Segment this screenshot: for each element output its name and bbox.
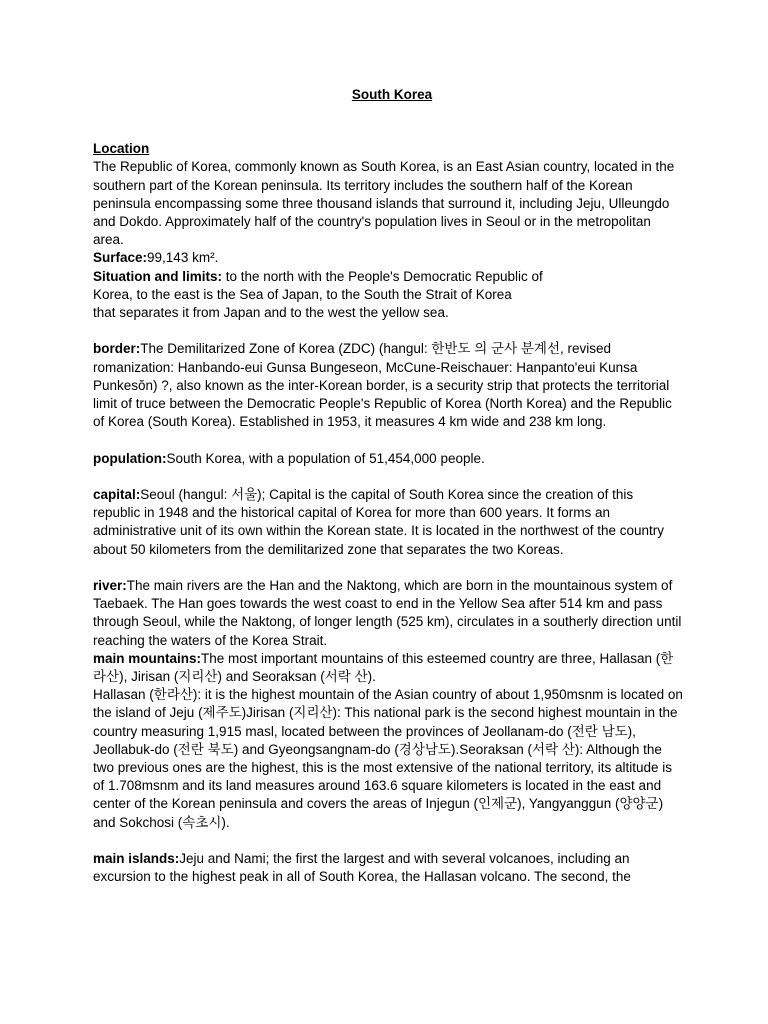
spacer — [93, 559, 683, 577]
surface-label: Surface: — [93, 250, 148, 266]
islands-label: main islands: — [93, 851, 180, 867]
spacer — [93, 468, 683, 486]
document-page — [93, 86, 683, 886]
border-paragraph — [93, 340, 683, 431]
capital-text: Seoul (hangul: 서울); Capital is the capital of South Korea since the creation of this republic in 1948 and the historical capital of Korea for more than 600 years. It forms an administrative unit of its own within the Korean state. It is located in the northwest of the country about 50 kilometers from the demilitarized zone that separates the two Koreas. — [93, 487, 665, 557]
islands-paragraph — [93, 850, 683, 886]
islands-text: Jeju and Nami; the first the largest and with several volcanoes, including an excursion to the highest peak in all of South Korea, the Hallasan volcano. The second, the — [93, 851, 631, 885]
location-heading: Location — [93, 141, 150, 157]
border-label: border: — [93, 341, 141, 357]
population-label: population: — [93, 450, 167, 466]
spacer — [93, 832, 683, 850]
mountains-text: The most important mountains of this esteemed country are three, Hallasan (한라산), Jirisan (지리산) and Seoraksan (서락 산). — [93, 650, 674, 685]
river-text: The main rivers are the Han and the Naktong, which are born in the mountainous system of Taebaek. The Han goes towards the west coast to end in the Yellow Sea after 514 km and pass through Seoul, while the Naktong, of longer length (525 km), circulates in a southerly direction until reaching the waters of the Korea Strait. — [93, 578, 682, 648]
border-text: The Demilitarized Zone of Korea (ZDC) (hangul: 한반도 의 군사 분계선, revised romanization: Hanbando-eui Gunsa Bungeseon, McCune-Reischauer: Hanpanto'eui Kunsa Punkesŏn) ?, also known as the inter-Korean border, is a security strip that protects the territorial limit of truce between the Democratic People's Republic of Korea (North Korea) and the Republic of Korea (South Korea). Established in 1953, it measures 4 km wide and 238 km long. — [93, 341, 672, 430]
situation-text: to the north with the People's Democratic Republic of Korea, to the east is the Sea of Japan, to the South the Strait of Korea that separates it from Japan and to the west the yellow sea. — [93, 268, 543, 321]
location-text: The Republic of Korea, commonly known as South Korea, is an East Asian country, located in the southern part of the Korean peninsula. Its territory includes the southern half of the Korean peninsula encompassing some three thousand islands that surround it, including Jeju, Ulleungdo and Dokdo. Approximately half of the country's population lives in Seoul or in the metropolitan area. — [93, 159, 675, 248]
mountains-label: main mountains: — [93, 650, 202, 666]
population-paragraph — [93, 450, 683, 468]
river-label: river: — [93, 578, 127, 594]
location-section — [93, 140, 683, 158]
river-paragraph — [93, 577, 683, 650]
situation-line — [93, 268, 683, 323]
spacer — [93, 431, 683, 449]
capital-label: capital: — [93, 487, 141, 503]
population-text: South Korea, with a population of 51,454,000 people. — [166, 450, 485, 466]
spacer — [93, 322, 683, 340]
situation-label: Situation and limits: — [93, 268, 223, 284]
capital-paragraph — [93, 486, 683, 559]
document-title: South Korea — [351, 87, 433, 102]
mountains-detail: Hallasan (한라산): it is the highest mountain of the Asian country of about 1,950msnm is located on the island of Jeju (제주도)Jirisan (지리산): This national park is the second highest mountain in the country measuring 1,915 masl, located between the provinces of Jeollanam-do (전란 남도), Jeollabuk-do (전란 북도) and Gyeongsangnam-do (경상남도).Seoraksan (서락 산): Although the two previous ones are the highest, this is the most extensive of the national territory, its altitude is of 1.708msnm and its land measures around 163.6 square kilometers is located in the east and center of the Korean peninsula and covers the areas of Injegun (인제군), Yangyanggun (양양군) and Sokchosi (속초시). — [93, 687, 683, 830]
mountains-paragraph — [93, 650, 683, 686]
surface-value: 99,143 km². — [147, 250, 219, 266]
surface-line — [93, 249, 683, 267]
